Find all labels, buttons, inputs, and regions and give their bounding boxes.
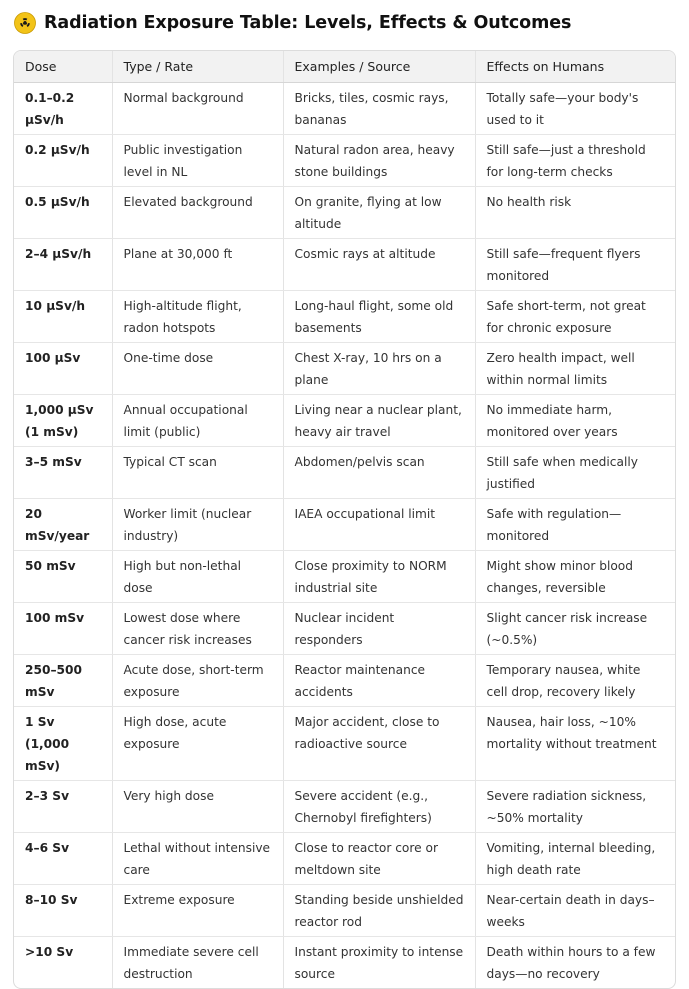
dose-cell: 0.2 µSv/h — [14, 135, 112, 187]
effects-cell: No health risk — [475, 187, 675, 239]
type-rate-cell: Plane at 30,000 ft — [112, 239, 283, 291]
type-rate-cell: Extreme exposure — [112, 885, 283, 937]
type-rate-cell: Annual occupational limit (public) — [112, 395, 283, 447]
type-rate-cell: Public investigation level in NL — [112, 135, 283, 187]
dose-cell: 50 mSv — [14, 551, 112, 603]
table-row — [14, 83, 675, 135]
type-rate-cell: Elevated background — [112, 187, 283, 239]
examples-source-cell: Close to reactor core or meltdown site — [283, 833, 475, 885]
dose-cell: 1 Sv (1,000 mSv) — [14, 707, 112, 781]
examples-source-cell: Major accident, close to radioactive source — [283, 707, 475, 781]
effects-cell: Totally safe—your body's used to it — [475, 83, 675, 135]
table-row — [14, 655, 675, 707]
examples-source-cell: Natural radon area, heavy stone buildings — [283, 135, 475, 187]
effects-cell: Might show minor blood changes, reversible — [475, 551, 675, 603]
effects-cell: Vomiting, internal bleeding, high death rate — [475, 833, 675, 885]
dose-cell: 100 µSv — [14, 343, 112, 395]
table-row — [14, 343, 675, 395]
radiation-table — [13, 50, 676, 989]
table-row — [14, 135, 675, 187]
dose-cell: 250–500 mSv — [14, 655, 112, 707]
table-row — [14, 937, 675, 989]
dose-cell: 2–4 µSv/h — [14, 239, 112, 291]
column-header-effects: Effects on Humans — [475, 51, 675, 83]
table-header-row — [14, 51, 675, 83]
table-row — [14, 187, 675, 239]
examples-source-cell: Living near a nuclear plant, heavy air travel — [283, 395, 475, 447]
type-rate-cell: Very high dose — [112, 781, 283, 833]
dose-cell: 0.1–0.2 µSv/h — [14, 83, 112, 135]
table-row — [14, 551, 675, 603]
effects-cell: Still safe—just a threshold for long-term checks — [475, 135, 675, 187]
examples-source-cell: Reactor maintenance accidents — [283, 655, 475, 707]
type-rate-cell: Acute dose, short-term exposure — [112, 655, 283, 707]
effects-cell: Zero health impact, well within normal limits — [475, 343, 675, 395]
dose-cell: 100 mSv — [14, 603, 112, 655]
effects-cell: Still safe—frequent flyers monitored — [475, 239, 675, 291]
table-row — [14, 395, 675, 447]
effects-cell: No immediate harm, monitored over years — [475, 395, 675, 447]
table-row — [14, 239, 675, 291]
column-header-examples-source: Examples / Source — [283, 51, 475, 83]
effects-cell: Severe radiation sickness, ~50% mortality — [475, 781, 675, 833]
type-rate-cell: High-altitude flight, radon hotspots — [112, 291, 283, 343]
dose-cell: 4–6 Sv — [14, 833, 112, 885]
dose-cell: 20 mSv/year — [14, 499, 112, 551]
table-row — [14, 707, 675, 781]
dose-cell: >10 Sv — [25, 945, 74, 959]
column-header-dose: Dose — [14, 51, 112, 83]
column-header-type-rate: Type / Rate — [112, 51, 283, 83]
examples-source-cell: Standing beside unshielded reactor rod — [283, 885, 475, 937]
examples-source-cell: Cosmic rays at altitude — [283, 239, 475, 291]
page-title: Radiation Exposure Table: Levels, Effects & Outcomes — [44, 13, 572, 33]
dose-cell: 1,000 µSv (1 mSv) — [14, 395, 112, 447]
dose-cell: 0.5 µSv/h — [14, 187, 112, 239]
effects-cell: Still safe when medically justified — [475, 447, 675, 499]
effects-cell: Safe short-term, not great for chronic exposure — [475, 291, 675, 343]
examples-source-cell: Nuclear incident responders — [283, 603, 475, 655]
type-rate-cell: Lowest dose where cancer risk increases — [112, 603, 283, 655]
type-rate-cell: Immediate severe cell destruction — [112, 937, 283, 989]
dose-cell: 2–3 Sv — [14, 781, 112, 833]
dose-cell: 10 µSv/h — [14, 291, 112, 343]
examples-source-cell: IAEA occupational limit — [283, 499, 475, 551]
type-rate-cell: Worker limit (nuclear industry) — [112, 499, 283, 551]
table-row — [14, 447, 675, 499]
dose-cell: 8–10 Sv — [14, 885, 112, 937]
examples-source-cell: Chest X-ray, 10 hrs on a plane — [283, 343, 475, 395]
type-rate-cell: Normal background — [112, 83, 283, 135]
effects-cell: Temporary nausea, white cell drop, recovery likely — [475, 655, 675, 707]
effects-cell: Near-certain death in days–weeks — [475, 885, 675, 937]
table-row — [14, 603, 675, 655]
table-row — [14, 885, 675, 937]
effects-cell: Slight cancer risk increase (~0.5%) — [475, 603, 675, 655]
effects-cell: Nausea, hair loss, ~10% mortality without treatment — [475, 707, 675, 781]
type-rate-cell: Lethal without intensive care — [112, 833, 283, 885]
dose-cell: 3–5 mSv — [14, 447, 112, 499]
effects-cell: Safe with regulation—monitored — [475, 499, 675, 551]
effects-cell: Death within hours to a few days—no recovery — [475, 937, 675, 989]
table-row — [14, 499, 675, 551]
examples-source-cell: Close proximity to NORM industrial site — [283, 551, 475, 603]
table-row — [14, 291, 675, 343]
type-rate-cell: High dose, acute exposure — [112, 707, 283, 781]
examples-source-cell: Bricks, tiles, cosmic rays, bananas — [283, 83, 475, 135]
type-rate-cell: Typical CT scan — [112, 447, 283, 499]
examples-source-cell: Abdomen/pelvis scan — [283, 447, 475, 499]
examples-source-cell: Severe accident (e.g., Chernobyl firefighters) — [283, 781, 475, 833]
table-row — [14, 833, 675, 885]
examples-source-cell: Instant proximity to intense source — [283, 937, 475, 989]
title-row — [0, 0, 689, 46]
table-row — [14, 781, 675, 833]
radioactive-icon — [14, 12, 36, 34]
examples-source-cell: On granite, flying at low altitude — [283, 187, 475, 239]
examples-source-cell: Long-haul flight, some old basements — [283, 291, 475, 343]
type-rate-cell: One-time dose — [112, 343, 283, 395]
type-rate-cell: High but non-lethal dose — [112, 551, 283, 603]
